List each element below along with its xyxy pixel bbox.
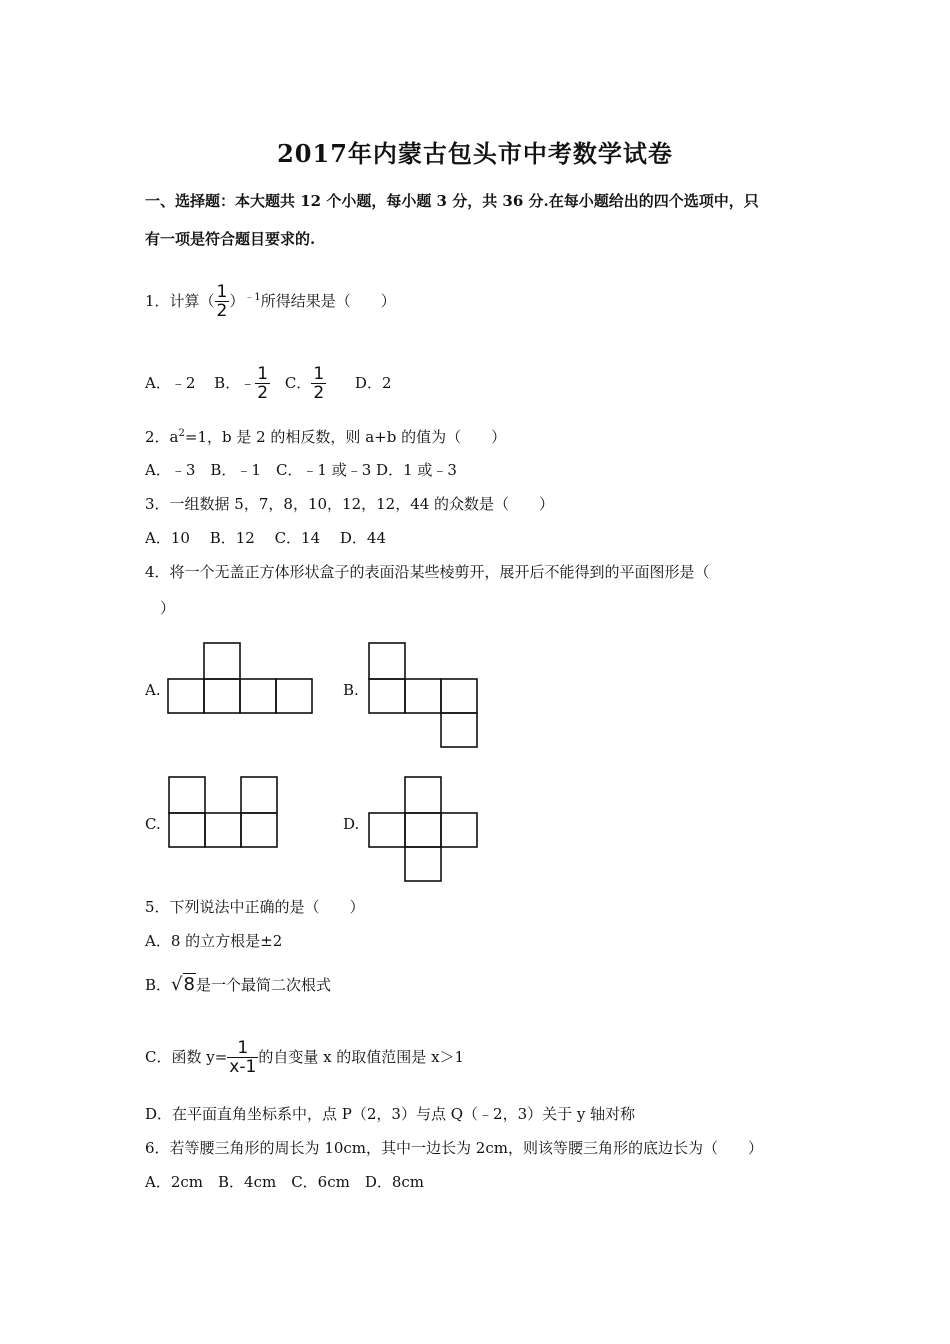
q4-label-c: C. [145, 815, 161, 833]
q1-prefix: 1．计算（ [145, 292, 215, 310]
q4-net-d [366, 774, 482, 886]
q1-exponent: ﹣1 [244, 292, 261, 303]
q2-rest: =1，b 是 2 的相反数，则 a+b 的值为（ ） [184, 428, 507, 446]
sqrt-symbol: √8 [171, 974, 195, 995]
question-5-stem: 5．下列说法中正确的是（ ） [145, 898, 365, 916]
q1-option-a: A．﹣2 [145, 374, 196, 392]
question-4-stem-line2: ） [160, 599, 176, 617]
net-b-square [441, 679, 477, 713]
q5-frac-num: 1 [237, 1038, 249, 1058]
q1-option-c-fraction [311, 366, 326, 402]
q1-option-c-num: 1 [313, 364, 325, 384]
q5-frac-den: x-1 [229, 1057, 257, 1077]
section-heading-line1: 一、选择题：本大题共 12 个小题，每小题 3 分，共 36 分.在每小题给出的四个选项中，只 [145, 192, 759, 210]
net-b-square [405, 679, 441, 713]
q5-option-b [145, 974, 331, 995]
net-a-square [276, 679, 312, 713]
q1-close-paren: ） [229, 292, 245, 310]
net-c-square [205, 813, 241, 847]
net-c-square [169, 777, 205, 813]
q5-radicand: 8 [183, 974, 195, 995]
q5-option-b-text: 是一个最简二次根式 [195, 976, 331, 994]
net-d-square [369, 813, 405, 847]
q1-option-d: D．2 [354, 374, 392, 392]
net-a-square [168, 679, 204, 713]
q1-option-b-num: 1 [257, 364, 269, 384]
q1-option-c-label: C． [284, 374, 312, 392]
q5-option-a: A．8 的立方根是±2 [145, 932, 283, 950]
q2-superscript: 2 [178, 428, 185, 439]
q1-option-b-sign: ﹣ [240, 374, 256, 392]
q4-net-a [165, 640, 317, 716]
net-d-square [441, 813, 477, 847]
q4-label-d: D. [343, 815, 360, 833]
q5-option-c-text: 的自变量 x 的取值范围是 x＞1 [258, 1048, 465, 1066]
net-b-square [369, 679, 405, 713]
net-c-square [241, 777, 277, 813]
question-2-stem [145, 426, 506, 447]
q1-frac-den: 2 [216, 301, 228, 321]
question-4-stem-line1: 4．将一个无盖正方体形状盒子的表面沿某些棱剪开，展开后不能得到的平面图形是（ [145, 563, 710, 581]
page-title: 2017年内蒙古包头市中考数学试卷 [277, 139, 673, 168]
q2-prefix: 2．a [145, 428, 179, 446]
q1-suffix: 所得结果是（ ） [260, 292, 396, 310]
net-b-square [441, 713, 477, 747]
q5-option-b-label: B． [145, 976, 172, 994]
net-a-square [240, 679, 276, 713]
question-1-stem [145, 284, 396, 320]
q1-option-b-label: B． [214, 374, 241, 392]
q5-option-c-fraction [227, 1040, 258, 1076]
q5-option-c-label: C．函数 y= [145, 1048, 228, 1066]
section-heading-line2: 有一项是符合题目要求的. [145, 230, 316, 248]
q1-option-b-fraction [255, 366, 270, 402]
q1-option-b-den: 2 [257, 383, 269, 403]
question-1-options [145, 366, 392, 402]
q4-net-c [166, 774, 282, 850]
net-d-square [405, 847, 441, 881]
q1-frac-num: 1 [216, 282, 228, 302]
net-c-square [169, 813, 205, 847]
q4-net-b [366, 640, 482, 752]
q5-option-c [145, 1040, 464, 1076]
question-3-stem: 3．一组数据 5，7，8，10，12，12，44 的众数是（ ） [145, 495, 555, 513]
net-d-square [405, 813, 441, 847]
question-6-stem: 6．若等腰三角形的周长为 10cm，其中一边长为 2cm，则该等腰三角形的底边长为（ ） [145, 1139, 763, 1157]
net-c-square [241, 813, 277, 847]
question-6-options: A．2cm B．4cm C．6cm D．8cm [145, 1173, 425, 1191]
net-d-square [405, 777, 441, 813]
q1-fraction [215, 284, 230, 320]
q1-option-c-den: 2 [313, 383, 325, 403]
q4-label-b: B. [343, 681, 359, 699]
net-b-square [369, 643, 405, 679]
net-a-square [204, 679, 240, 713]
q4-label-a: A. [145, 681, 161, 699]
question-2-options: A．﹣3 B．﹣1 C．﹣1 或﹣3 D．1 或﹣3 [145, 461, 457, 479]
net-a-square [204, 643, 240, 679]
question-3-options: A．10 B．12 C．14 D．44 [145, 529, 387, 547]
q5-option-d: D．在平面直角坐标系中，点 P（2，3）与点 Q（﹣2，3）关于 y 轴对称 [145, 1105, 636, 1123]
